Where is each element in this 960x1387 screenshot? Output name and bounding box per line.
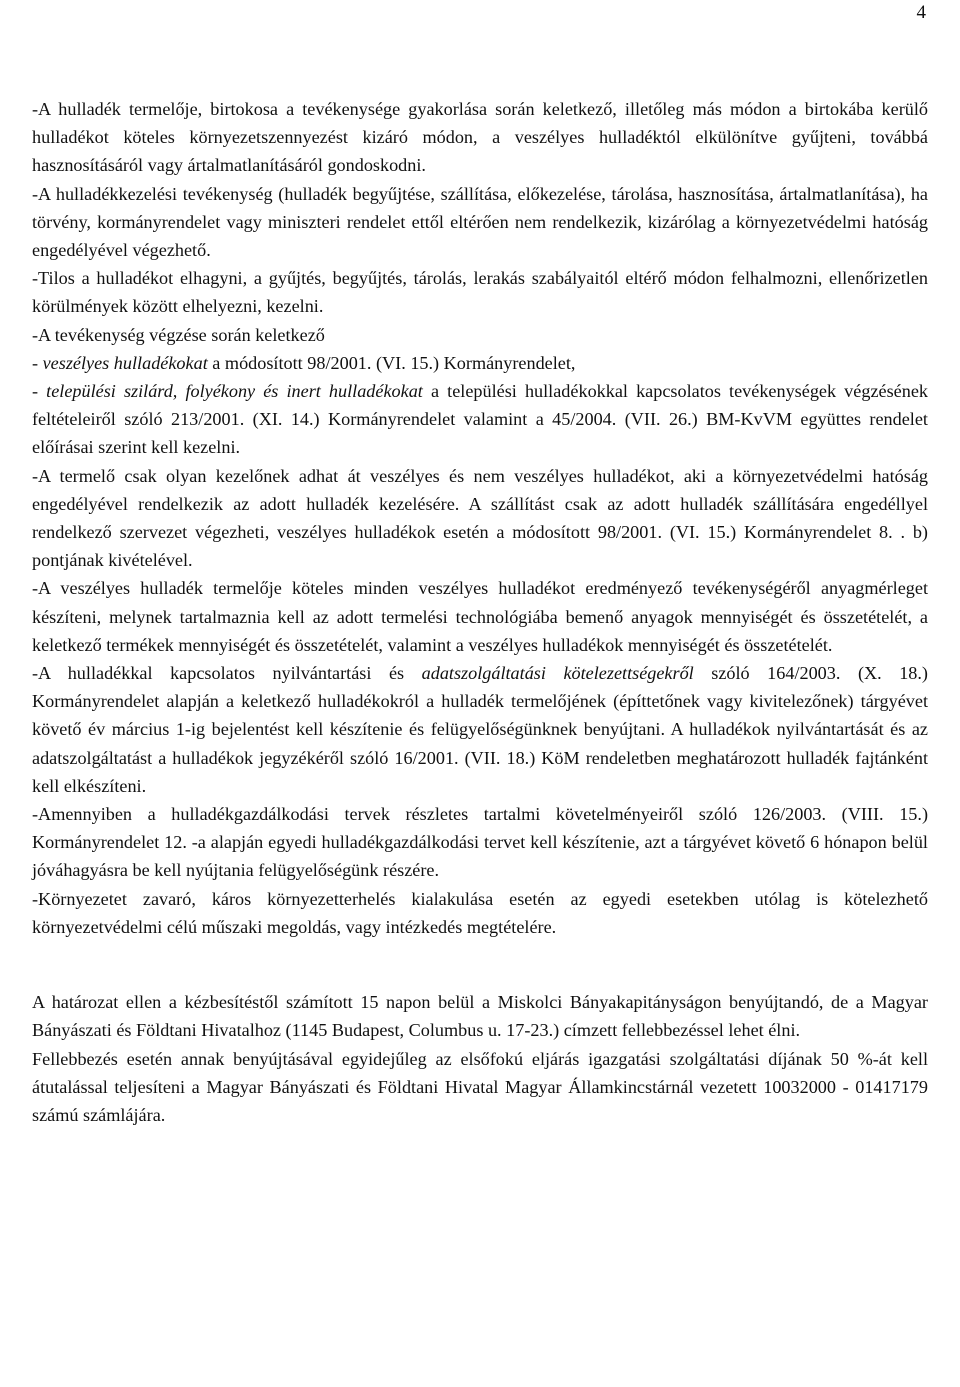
appeal-paragraph	[32, 988, 928, 1044]
text-segment: -A hulladékkezelési tevékenység (hulladék begyűjtése, szállítása, előkezelése, tárolása, hasznosítása, ártalmatlanítása), ha törvény, kormányrendelet vagy miniszteri rendelet ettől eltérően nem rendelkezik, kizárólag a környezetvédelmi hatóság engedélyével végezhető.	[32, 183, 928, 261]
text-segment: -A veszélyes hulladék termelője köteles minden veszélyes hulladékot eredményező tevékenységéről anyagmérleget készíteni, melynek tartalmaznia kell az adott termelési technológiába bemenő anyagok mennyiségét és összetételét, a keletkező termékek mennyiségét és összetételét, valamint a veszélyes hulladékok mennyiségét és összetételét.	[32, 578, 928, 655]
page-number: 4	[916, 2, 926, 23]
emphasized-text: adatszolgáltatási kötelezettségekről	[421, 663, 694, 684]
obligation-paragraph	[32, 462, 928, 575]
text-segment: -A hulladék termelője, birtokosa a tevékenysége gyakorlása során keletkező, illetőleg más módon a birtokába kerülő hulladékot köteles környezetszennyezést kizáró módon, a veszélyes hulladéktól elkülönítve gyűjteni, továbbá hasznosításáról vagy ártalmatlanításáról gondoskodni.	[32, 99, 928, 176]
text-segment: -A termelő csak olyan kezelőnek adhat át veszélyes és nem veszélyes hulladékot, aki a környezetvédelmi hatóság engedélyével rendelkezik az adott hulladék kezelésére. A szállítást csak az adott hulladék szállítására engedéllyel rendelkező szervezet végezheti, veszélyes hulladékok esetén a módosított 98/2001. (VI. 15.) Kormányrendelet 8. . b) pontjának kivételével.	[32, 465, 928, 571]
obligation-paragraph	[32, 885, 928, 941]
obligation-paragraph	[32, 95, 928, 180]
document-body	[32, 95, 928, 1129]
obligation-paragraph	[32, 800, 928, 885]
obligation-paragraph	[32, 321, 928, 349]
obligation-paragraph	[32, 264, 928, 320]
text-segment: -A hulladékkal kapcsolatos nyilvántartási és	[32, 663, 422, 684]
text-segment: -	[32, 381, 47, 402]
obligations-section	[32, 95, 928, 941]
text-segment: -Tilos a hulladékot elhagyni, a gyűjtés, begyűjtés, tárolás, lerakás szabályaitól eltérő módon felhalmozni, ellenőrizetlen körülmények között elhelyezni, kezelni.	[32, 268, 928, 317]
obligation-paragraph	[32, 180, 928, 265]
text-segment: -Amennyiben a hulladékgazdálkodási tervek részletes tartalmi követelményeiről szóló 126/2003. (VIII. 15.) Kormányrendelet 12. -a alapján egyedi hulladékgazdálkodási tervet kell készítenie, azt a tárgyévet követő 6 hónapon belül jóváhagyásra be kell nyújtania felügyelőségünk részére.	[32, 804, 928, 881]
text-segment: -	[32, 352, 43, 373]
emphasized-text: veszélyes hulladékokat	[42, 352, 208, 373]
text-segment: a módosított 98/2001. (VI. 15.) Kormányrendelet,	[207, 352, 576, 373]
obligation-paragraph	[32, 574, 928, 659]
text-segment: -A tevékenység végzése során keletkező	[32, 324, 325, 345]
appeal-paragraph	[32, 1045, 928, 1130]
text-segment: Fellebbezés esetén annak benyújtásával egyidejűleg az elsőfokú eljárás igazgatási szolgáltatási díjának 50 %-át kell átutalással teljesíteni a Magyar Bányászati és Földtani Hivatal Magyar Államkincstárnál vezetett 10032000 - 01417179 számú számlájára.	[32, 1048, 928, 1125]
obligation-paragraph	[32, 349, 928, 377]
appeal-section	[32, 988, 928, 1129]
text-segment: szóló 164/2003. (X. 18.) Kormányrendelet alapján a keletkező hulladékokról a hulladék termelőjének (építtetőnek vagy kivitelezőnek) tárgyévet követő év március 1-ig bejelentést kell készítenie és felügyelőségünknek benyújtani. A hulladékok nyilvántartását és az adatszolgáltatást a hulladékok jegyzékéről szóló 16/2001. (VII. 18.) KöM rendeletben meghatározott hulladék fajtánként kell elkészíteni.	[32, 663, 928, 796]
text-segment: A határozat ellen a kézbesítéstől számított 15 napon belül a Miskolci Bányakapitányságon benyújtandó, de a Magyar Bányászati és Földtani Hivatalhoz (1145 Budapest, Columbus u. 17-23.) címzett fellebbezéssel lehet élni.	[32, 992, 928, 1041]
emphasized-text: települési szilárd, folyékony és inert hulladékokat	[46, 381, 423, 402]
text-segment: a települési hulladékokkal kapcsolatos tevékenységek végzésének feltételeiről szóló 213/2001. (XI. 14.) Kormányrendelet valamint a 45/2004. (VII. 26.) BM-KvVM együttes rendelet előírásai szerint kell kezelni.	[32, 381, 928, 458]
text-segment: -Környezetet zavaró, káros környezetterhelés kialakulása esetén az egyedi esetekben utólag is kötelezhető környezetvédelmi célú műszaki megoldás, vagy intézkedés megtételére.	[32, 888, 928, 937]
obligation-paragraph	[32, 659, 928, 800]
section-gap	[32, 941, 928, 988]
obligation-paragraph	[32, 377, 928, 462]
